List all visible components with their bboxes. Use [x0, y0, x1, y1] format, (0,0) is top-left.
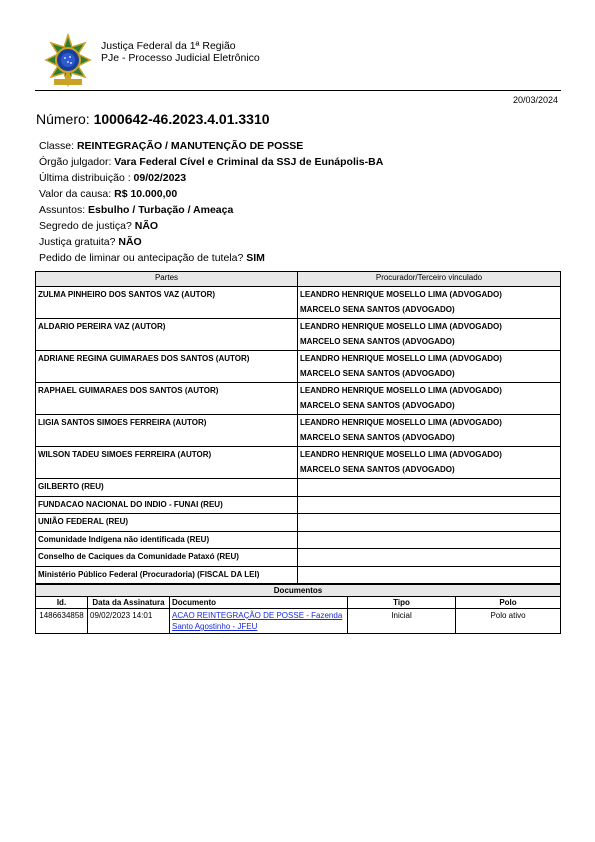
doc-polo: Polo ativo: [490, 611, 526, 620]
process-number-label: Número:: [36, 111, 90, 127]
info-line: [39, 204, 233, 216]
info-label: Última distribuição :: [39, 172, 134, 184]
party-name: FUNDACAO NACIONAL DO INDIO - FUNAI (REU): [36, 496, 298, 514]
lawyer-name: MARCELO SENA SANTOS (ADVOGADO): [300, 336, 455, 346]
doc-col-date: Data da Assinatura: [88, 597, 170, 609]
table-row: [36, 514, 561, 532]
info-value: REINTEGRAÇÃO / MANUTENÇÃO DE POSSE: [76, 140, 304, 152]
table-row: [36, 447, 561, 479]
info-value: NÃO: [134, 220, 159, 232]
lawyer-name: MARCELO SENA SANTOS (ADVOGADO): [300, 368, 455, 378]
info-value: 09/02/2023: [133, 172, 187, 184]
info-line: [39, 252, 265, 264]
info-label: Assuntos:: [39, 204, 89, 216]
lawyer-name: LEANDRO HENRIQUE MOSELLO LIMA (ADVOGADO): [300, 418, 502, 427]
party-name: ALDARIO PEREIRA VAZ (AUTOR): [36, 319, 298, 351]
table-row: [36, 566, 561, 584]
table-row: [36, 609, 561, 634]
party-lawyers: [298, 549, 561, 567]
documents-title: Documentos: [36, 585, 561, 597]
process-number: [36, 111, 270, 127]
doc-link-cell: [170, 609, 348, 634]
lawyer-name: MARCELO SENA SANTOS (ADVOGADO): [300, 400, 455, 410]
info-value: R$ 10.000,00: [114, 188, 178, 200]
doc-col-document: Documento: [170, 597, 348, 609]
party-lawyers: [298, 479, 561, 497]
table-row: [36, 287, 561, 319]
party-lawyers: [298, 351, 561, 383]
doc-date: 09/02/2023 14:01: [90, 611, 153, 620]
party-lawyers: [298, 496, 561, 514]
doc-id: 1486634858: [39, 611, 84, 620]
document-date: 20/03/2024: [512, 95, 558, 105]
info-label: Pedido de liminar ou antecipação de tutela?: [39, 252, 247, 264]
info-label: Órgão julgador:: [39, 156, 115, 168]
header-court-name: Justiça Federal da 1ª Região: [101, 40, 236, 52]
page-header: [40, 33, 560, 91]
doc-col-id: Id.: [36, 597, 88, 609]
doc-col-type: Tipo: [348, 597, 456, 609]
lawyer-name: LEANDRO HENRIQUE MOSELLO LIMA (ADVOGADO): [300, 450, 502, 459]
info-line: [39, 156, 383, 168]
party-lawyers: [298, 447, 561, 479]
doc-polo-cell: [456, 609, 561, 634]
doc-date-cell: [88, 609, 170, 634]
lawyer-name: LEANDRO HENRIQUE MOSELLO LIMA (ADVOGADO): [300, 290, 502, 299]
doc-id-cell: [36, 609, 88, 634]
doc-type-cell: [348, 609, 456, 634]
info-line: [39, 188, 177, 200]
party-lawyers: [298, 415, 561, 447]
party-lawyers: [298, 287, 561, 319]
info-line: [39, 236, 142, 248]
party-lawyers: [298, 531, 561, 549]
parts-table: [35, 271, 561, 602]
table-row: [36, 531, 561, 549]
lawyer-name: LEANDRO HENRIQUE MOSELLO LIMA (ADVOGADO): [300, 322, 502, 331]
brasil-coat-of-arms-icon: [42, 33, 94, 88]
lawyer-name: MARCELO SENA SANTOS (ADVOGADO): [300, 464, 455, 474]
table-row: [36, 319, 561, 351]
table-row: [36, 415, 561, 447]
info-value: Esbulho / Turbação / Ameaça: [88, 204, 234, 216]
info-label: Classe:: [39, 140, 77, 152]
table-row: [36, 479, 561, 497]
table-row: [36, 549, 561, 567]
party-name: GILBERTO (REU): [36, 479, 298, 497]
lawyers-header: Procurador/Terceiro vinculado: [298, 272, 561, 287]
lawyer-name: LEANDRO HENRIQUE MOSELLO LIMA (ADVOGADO): [300, 354, 502, 363]
doc-col-polo: Polo: [456, 597, 561, 609]
info-line: [39, 220, 158, 232]
lawyer-name: MARCELO SENA SANTOS (ADVOGADO): [300, 432, 455, 442]
info-label: Justiça gratuita?: [39, 236, 119, 248]
party-name: RAPHAEL GUIMARAES DOS SANTOS (AUTOR): [36, 383, 298, 415]
table-row: [36, 383, 561, 415]
party-lawyers: [298, 514, 561, 532]
info-value: Vara Federal Cível e Criminal da SSJ de Eunápolis-BA: [114, 156, 384, 168]
lawyer-name: MARCELO SENA SANTOS (ADVOGADO): [300, 304, 455, 314]
info-value: SIM: [246, 252, 265, 264]
party-lawyers: [298, 319, 561, 351]
table-row: [36, 351, 561, 383]
info-line: [39, 140, 303, 152]
info-label: Valor da causa:: [39, 188, 115, 200]
table-row: [36, 496, 561, 514]
doc-link[interactable]: ACAO REINTEGRAÇÃO DE POSSE - Fazenda Santo Agostinho - JFEU: [172, 611, 343, 631]
party-name: Conselho de Caciques da Comunidade Pataxó (REU): [36, 549, 298, 567]
party-lawyers: [298, 566, 561, 584]
header-divider: [35, 90, 561, 91]
party-name: WILSON TADEU SIMOES FERREIRA (AUTOR): [36, 447, 298, 479]
party-name: ADRIANE REGINA GUIMARAES DOS SANTOS (AUTOR): [36, 351, 298, 383]
process-number-value: 1000642-46.2023.4.01.3310: [93, 111, 270, 127]
party-name: Comunidade Indígena não identificada (REU): [36, 531, 298, 549]
info-label: Segredo de justiça?: [39, 220, 135, 232]
party-name: Ministério Público Federal (Procuradoria) (FISCAL DA LEI): [36, 566, 298, 584]
party-lawyers: [298, 383, 561, 415]
info-line: [39, 172, 186, 184]
party-name: UNIÃO FEDERAL (REU): [36, 514, 298, 532]
doc-type: Inicial: [391, 611, 412, 620]
documents-table: [35, 584, 561, 634]
party-name: ZULMA PINHEIRO DOS SANTOS VAZ (AUTOR): [36, 287, 298, 319]
info-value: NÃO: [118, 236, 142, 248]
parts-header: Partes: [36, 272, 298, 287]
party-name: LIGIA SANTOS SIMOES FERREIRA (AUTOR): [36, 415, 298, 447]
header-system-name: PJe - Processo Judicial Eletrônico: [101, 52, 260, 64]
lawyer-name: LEANDRO HENRIQUE MOSELLO LIMA (ADVOGADO): [300, 386, 502, 395]
